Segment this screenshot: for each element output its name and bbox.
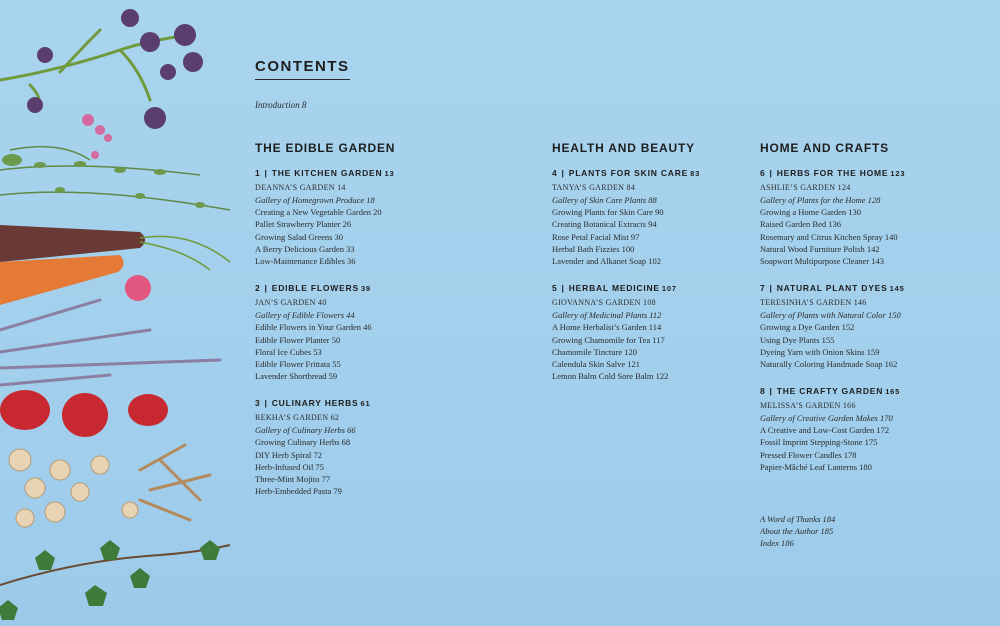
chapter-separator: |	[769, 168, 773, 178]
chapter-page: 145	[889, 284, 905, 294]
toc-entry[interactable]: Chamomile Tincture 120	[552, 346, 637, 357]
toc-entry[interactable]: Growing Culinary Herbs 68	[255, 437, 351, 448]
garden-entry[interactable]: TANYA’S GARDEN 84	[552, 183, 636, 192]
toc-entry[interactable]: Lemon Balm Cold Sore Balm 122	[552, 371, 669, 382]
toc-entry[interactable]: A Berry Delicious Garden 33	[255, 243, 355, 254]
toc-entry[interactable]: Three-Mint Mojito 77	[255, 474, 331, 484]
toc-entry[interactable]: Rose Petal Facial Mist 97	[552, 231, 640, 242]
chapter-section	[255, 396, 395, 497]
toc-entry[interactable]: Creating Botanical Extracts 94	[552, 219, 657, 230]
part-title: HEALTH AND BEAUTY	[552, 141, 695, 155]
toc-entry[interactable]: Gallery of Skin Care Plants 88	[552, 195, 657, 205]
chapter-number: 1	[255, 168, 261, 178]
chapter-separator: |	[769, 386, 773, 397]
toc-entry[interactable]: Using Dye Plants 155	[760, 334, 835, 345]
backmatter-entry[interactable]: About the Author 185	[760, 526, 834, 537]
toc-entry[interactable]: Rosemary and Citrus Kitchen Spray 140	[760, 231, 898, 242]
toc-entry[interactable]: DIY Herb Spiral 72	[255, 449, 322, 460]
garden-entry[interactable]: REKHA’S GARDEN 62	[255, 413, 340, 423]
toc-entry[interactable]: Dyeing Yarn with Onion Skins 159	[760, 346, 880, 357]
toc-entry[interactable]: Growing Chamomile for Tea 117	[552, 334, 665, 345]
toc-entry[interactable]: Lavender Shortbread 59	[255, 371, 338, 382]
toc-entry[interactable]: Edible Flowers in Your Garden 46	[255, 322, 372, 333]
intro-label: Introduction	[255, 100, 300, 110]
toc-entry[interactable]: Pressed Flower Candles 178	[760, 449, 857, 460]
chapter-page: 13	[384, 169, 395, 178]
part-title: THE EDIBLE GARDEN	[255, 141, 396, 155]
chapter-separator: |	[561, 283, 565, 294]
chapter-title: CULINARY HERBS	[271, 398, 359, 409]
toc-column-health-beauty	[552, 141, 700, 396]
chapter-page: 123	[890, 169, 906, 178]
toc-entry[interactable]: Herbal Bath Fizzies 100	[552, 243, 635, 254]
chapter-page: 165	[885, 387, 901, 397]
toc-entry[interactable]: Gallery of Homegrown Produce 18	[255, 195, 375, 205]
chapter-page: 61	[360, 399, 371, 409]
toc-entry[interactable]: Growing Salad Greens 30	[255, 231, 344, 242]
chapter-separator: |	[264, 283, 268, 294]
page-title: CONTENTS	[255, 58, 350, 80]
chapter-number: 8	[760, 386, 766, 397]
toc-entry[interactable]: Gallery of Culinary Herbs 66	[255, 425, 356, 436]
chapter-title: HERBAL MEDICINE	[568, 283, 660, 294]
backmatter-entry[interactable]: A Word of Thanks 184	[760, 514, 836, 524]
garden-entry[interactable]: ASHLIE’S GARDEN 124	[760, 183, 851, 192]
chapter-page: 39	[360, 284, 371, 294]
chapter-section	[552, 281, 700, 382]
chapter-section	[760, 166, 905, 267]
chapter-title: EDIBLE FLOWERS	[271, 283, 359, 294]
toc-entry[interactable]: Gallery of Plants for the Home 128	[760, 195, 881, 205]
garden-entry[interactable]: MELISSA’S GARDEN 166	[760, 401, 856, 411]
toc-entry[interactable]: Herb-Infused Oil 75	[255, 461, 324, 472]
toc-entry[interactable]: Floral Ice Cubes 53	[255, 346, 322, 357]
toc-entry[interactable]: Gallery of Edible Flowers 44	[255, 310, 355, 321]
chapter-heading[interactable]	[552, 166, 700, 180]
chapter-heading[interactable]	[552, 281, 700, 295]
chapter-separator: |	[561, 168, 565, 178]
toc-entry[interactable]: A Creative and Low-Cost Garden 172	[760, 425, 890, 436]
toc-entry[interactable]: A Home Herbalist’s Garden 114	[552, 322, 662, 333]
chapter-heading[interactable]	[255, 281, 395, 295]
garden-entry[interactable]: GIOVANNA’S GARDEN 108	[552, 298, 656, 308]
toc-entry[interactable]: Edible Flower Frittata 55	[255, 358, 341, 369]
chapter-heading[interactable]	[255, 396, 395, 410]
toc-entry[interactable]: Growing a Dye Garden 152	[760, 322, 855, 333]
backmatter-list	[760, 513, 905, 550]
garden-entry[interactable]: TERESINHA’S GARDEN 146	[760, 298, 867, 308]
chapter-section	[255, 281, 395, 382]
toc-entry[interactable]: Low-Maintenance Edibles 36	[255, 255, 356, 266]
chapter-section	[552, 166, 700, 267]
backmatter-entry[interactable]: Index 186	[760, 538, 794, 549]
intro-entry[interactable]	[255, 100, 306, 110]
chapter-number: 7	[760, 283, 766, 294]
chapter-page: 107	[661, 284, 677, 294]
toc-entry[interactable]: Edible Flower Planter 50	[255, 334, 341, 345]
chapter-number: 4	[552, 168, 558, 178]
garden-entry[interactable]: DEANNA’S GARDEN 14	[255, 183, 346, 192]
toc-entry[interactable]: Pallet Strawberry Planter 26	[255, 219, 352, 230]
chapter-separator: |	[264, 398, 268, 409]
toc-entry[interactable]: Raised Garden Bed 136	[760, 219, 841, 230]
chapter-title: PLANTS FOR SKIN CARE	[568, 168, 689, 178]
toc-entry[interactable]: Growing a Home Garden 130	[760, 207, 862, 218]
botanical-illustration	[0, 0, 250, 626]
toc-entry[interactable]: Herb-Embedded Pasta 79	[255, 486, 342, 497]
chapter-heading[interactable]	[255, 166, 395, 180]
part-title: HOME AND CRAFTS	[760, 141, 889, 155]
chapter-title: THE CRAFTY GARDEN	[776, 386, 884, 397]
chapter-number: 2	[255, 283, 261, 294]
chapter-number: 3	[255, 398, 261, 409]
toc-entry[interactable]: Gallery of Plants with Natural Color 150	[760, 310, 901, 321]
chapter-heading[interactable]	[760, 281, 905, 295]
chapter-number: 5	[552, 283, 558, 294]
chapter-separator: |	[769, 283, 773, 294]
toc-entry[interactable]: Gallery of Creative Garden Makes 170	[760, 413, 893, 424]
toc-column-home-crafts	[760, 141, 905, 550]
toc-entry[interactable]: Calendula Skin Salve 121	[552, 358, 641, 369]
toc-entry[interactable]: Growing Plants for Skin Care 90	[552, 207, 664, 218]
chapter-title: NATURAL PLANT DYES	[776, 283, 888, 294]
chapter-section	[760, 281, 905, 370]
toc-entry[interactable]: Creating a New Vegetable Garden 20	[255, 207, 382, 218]
intro-page: 8	[301, 100, 307, 110]
chapter-separator: |	[264, 168, 268, 178]
chapter-section	[760, 384, 905, 473]
chapter-title: HERBS FOR THE HOME	[776, 168, 889, 178]
garden-entry[interactable]: JAN’S GARDEN 40	[255, 298, 327, 308]
toc-entry[interactable]: Papier-Mâché Leaf Lanterns 180	[760, 461, 872, 472]
toc-column-edible-garden	[255, 141, 395, 511]
chapter-heading[interactable]	[760, 166, 905, 180]
toc-entry[interactable]: Naturally Coloring Handmade Soap 162	[760, 358, 898, 369]
chapter-section	[255, 166, 395, 267]
chapter-number: 6	[760, 168, 766, 178]
toc-entry[interactable]: Gallery of Medicinal Plants 112	[552, 310, 662, 321]
chapter-heading[interactable]	[760, 384, 905, 398]
chapter-title: THE KITCHEN GARDEN	[271, 168, 383, 178]
toc-entry[interactable]: Fossil Imprint Stepping-Stone 175	[760, 437, 878, 448]
toc-entry[interactable]: Lavender and Alkanet Soap 102	[552, 255, 662, 266]
toc-entry[interactable]: Soapwort Multipurpose Cleaner 143	[760, 255, 884, 266]
chapter-page: 83	[690, 169, 701, 178]
toc-entry[interactable]: Natural Wood Furniture Polish 142	[760, 243, 880, 254]
